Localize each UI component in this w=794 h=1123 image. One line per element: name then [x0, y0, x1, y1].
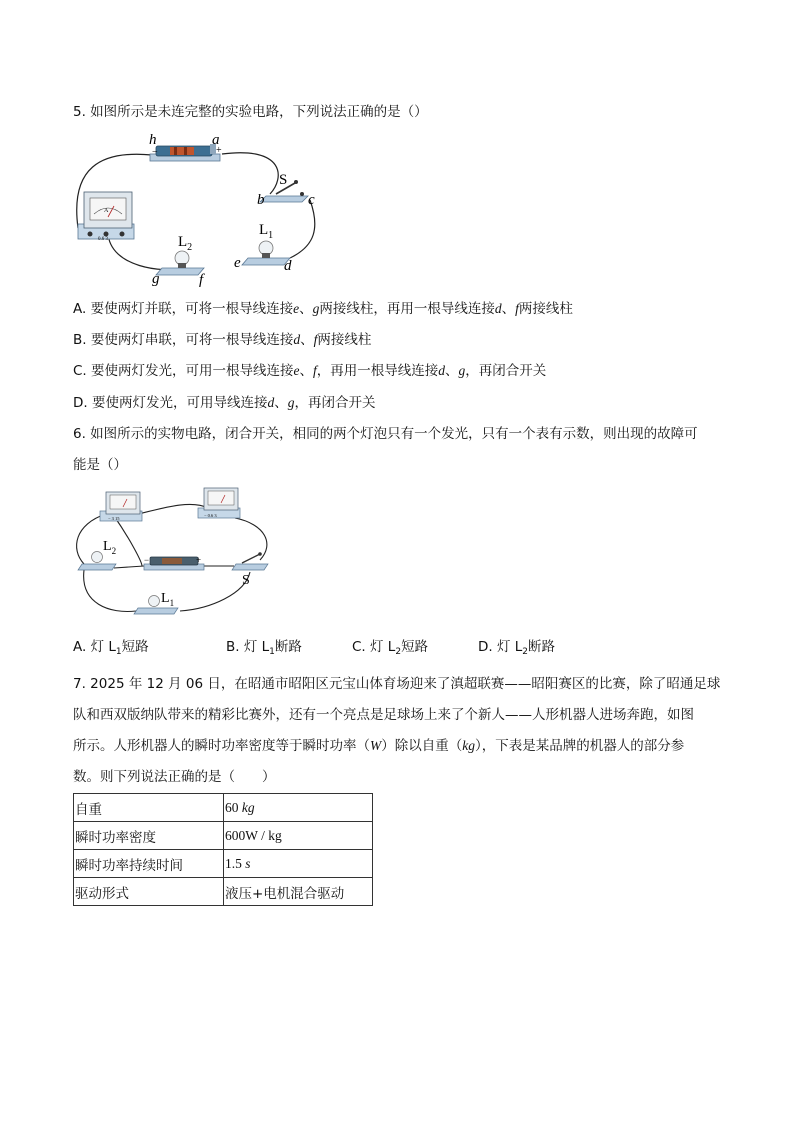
label-L2: $L_2$: [178, 234, 193, 253]
param-label: 瞬时功率密度: [74, 822, 224, 850]
label-S: S: [279, 172, 288, 188]
table-row: [74, 850, 373, 878]
ammeter-dial-label: A: [104, 208, 109, 214]
battery-icon: [144, 557, 204, 570]
q5-option-b: B. 要使两灯串联，可将一根导线连接d、f两接线柱: [73, 332, 372, 348]
q6-stem-line1: 6. 如图所示的实物电路，闭合开关，相同的两个灯泡只有一个发光，只有一个表有示数，则出现的故障可: [73, 426, 698, 442]
param-label: 瞬时功率持续时间: [74, 850, 224, 878]
q7-line2: 队和西双版纳队带来的精彩比赛外，还有一个亮点是足球场上来了个新人——人形机器人进场奔跑，如图: [73, 707, 694, 723]
q6-circuit-figure: [70, 484, 280, 626]
param-value: 液压+电机混合驱动: [224, 878, 373, 906]
q5-option-c: C. 要使两灯发光，可用一根导线连接e、f，再用一根导线连接d、g，再闭合开关: [73, 363, 547, 379]
q5-option-d: D. 要使两灯发光，可用导线连接d、g，再闭合开关: [73, 395, 376, 411]
label-L1: $L_1$: [161, 591, 175, 608]
voltmeter-scale: − 3 15: [108, 516, 120, 521]
ammeter-scale: − 0.6 3: [204, 513, 217, 518]
label-battery-plus: +: [196, 555, 202, 565]
label-g: g: [152, 271, 160, 287]
param-value: 60 kg: [224, 794, 373, 822]
ammeter-icon: [78, 192, 134, 239]
q5-option-a: A. 要使两灯并联，可将一根导线连接e、g两接线柱，再用一根导线连接d、f两接线柱: [73, 301, 573, 317]
bulb-L1-icon: [242, 241, 290, 265]
label-d: d: [284, 258, 292, 274]
q7-line4: 数。则下列说法正确的是（ ）: [73, 769, 276, 785]
label-e: e: [234, 255, 241, 271]
table-row: [74, 822, 373, 850]
q7-line3: 所示。人形机器人的瞬时功率密度等于瞬时功率（W）除以自重（kg），下表是某品牌的机器人的部分参: [73, 738, 685, 754]
label-S: S: [242, 573, 250, 588]
q7-line1: 7. 2025 年 12 月 06 日，在昭通市昭阳区元宝山体育场迎来了滇超联赛——昭阳赛区的比赛，除了昭通足球: [73, 676, 721, 692]
param-value: 600W / kg: [224, 822, 373, 850]
q6-option-c: C. 灯 $L_2$短路: [352, 639, 429, 657]
q6-option-d: D. 灯 $L_2$断路: [478, 639, 556, 657]
label-L2: $L_2$: [103, 539, 117, 556]
q6-stem-line2: 能是（）: [73, 457, 127, 473]
bulb-L2-icon: [78, 552, 116, 571]
label-c: c: [308, 192, 315, 208]
bulb-L2-icon: [156, 251, 204, 275]
robot-parameter-table: [73, 793, 373, 906]
label-a: a: [212, 132, 220, 148]
ammeter-scale-label: 0.6 3: [98, 237, 108, 242]
table-row: [74, 794, 373, 822]
battery-icon: [150, 144, 220, 161]
label-b: b: [257, 192, 265, 208]
label-battery-plus: +: [216, 145, 222, 156]
q5-stem: 5. 如图所示是未连完整的实验电路，下列说法正确的是（）: [73, 104, 428, 120]
label-L1: $L_1$: [259, 222, 274, 241]
param-label: 自重: [74, 794, 224, 822]
voltmeter-icon: [100, 492, 142, 521]
table-row: [74, 878, 373, 906]
q6-option-b: B. 灯 $L_1$断路: [226, 639, 302, 657]
q6-option-a: A. 灯 $L_1$短路: [73, 639, 149, 657]
switch-icon: [232, 552, 268, 570]
label-f: f: [199, 272, 204, 288]
param-value: 1.5 s: [224, 850, 373, 878]
param-label: 驱动形式: [74, 878, 224, 906]
q5-circuit-figure: [70, 128, 330, 288]
label-battery-minus: −: [152, 147, 158, 158]
label-h: h: [149, 132, 157, 148]
label-battery-minus: −: [144, 555, 150, 565]
